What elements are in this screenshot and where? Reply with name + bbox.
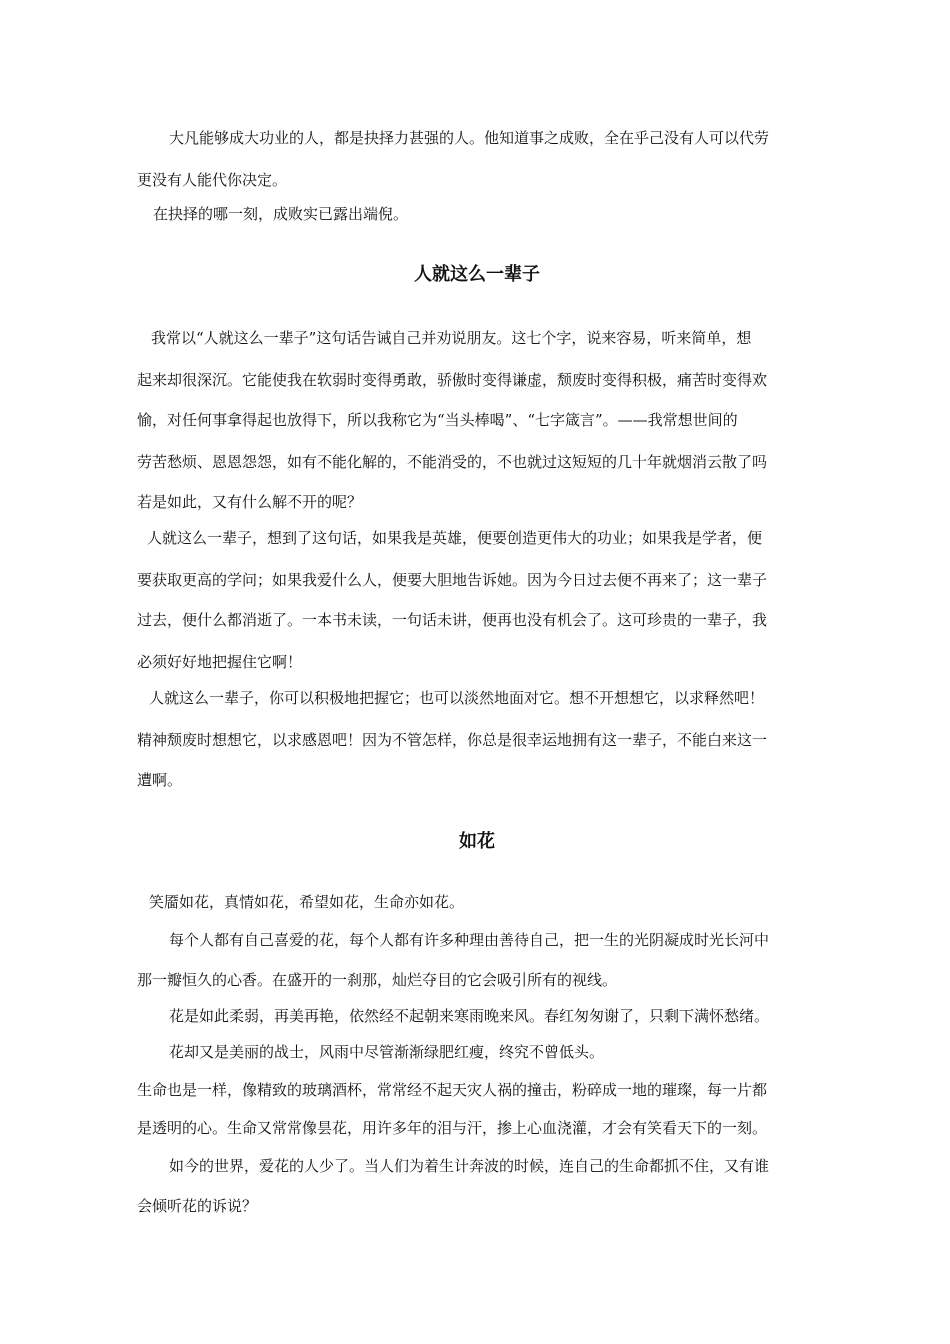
paragraph-line: 过去，便什么都消逝了。一本书未读，一句话未讲，便再也没有机会了。这可珍贵的一辈子，我 (137, 611, 768, 629)
paragraph-line: 精神颓废时想想它，以求感恩吧！因为不管怎样，你总是很幸运地拥有这一辈子，不能白来这一 (137, 731, 768, 749)
paragraph-line: 会倾听花的诉说？ (137, 1197, 258, 1215)
paragraph-line: 人就这么一辈子，你可以积极地把握它；也可以淡然地面对它。想不开想想它，以求释然吧！ (149, 689, 765, 707)
paragraph-line: 是透明的心。生命又常常像昙花，用许多年的泪与汗，掺上心血浇灌，才会有笑看天下的一刻。 (137, 1119, 768, 1137)
paragraph-line: 劳苦愁烦、恩恩怨怨，如有不能化解的，不能消受的，不也就过这短短的几十年就烟消云散了吗 (137, 453, 768, 471)
paragraph-line: 笑靥如花，真情如花，希望如花，生命亦如花。 (149, 893, 465, 911)
paragraph-line: 花是如此柔弱，再美再艳，依然经不起朝来寒雨晚来风。春红匆匆谢了，只剩下满怀愁绪。 (169, 1007, 770, 1025)
paragraph-line: 那一瓣恒久的心香。在盛开的一刹那，灿烂夺目的它会吸引所有的视线。 (137, 971, 618, 989)
section-title: 人就这么一辈子 (414, 264, 540, 285)
paragraph-line: 要获取更高的学问；如果我爱什么人，便要大胆地告诉她。因为今日过去便不再来了；这一辈子 (137, 571, 768, 589)
paragraph-line: 大凡能够成大功业的人，都是抉择力甚强的人。他知道事之成败，全在乎己没有人可以代劳 (169, 129, 770, 147)
paragraph-line: 若是如此，又有什么解不开的呢？ (137, 493, 363, 511)
paragraph-line: 必须好好地把握住它啊！ (137, 653, 303, 671)
paragraph-line: 更没有人能代你决定。 (137, 171, 288, 189)
paragraph-line: 如今的世界，爱花的人少了。当人们为着生计奔波的时候，连自己的生命都抓不住，又有谁 (169, 1157, 770, 1175)
paragraph-line: 花却又是美丽的战士，风雨中尽管渐渐绿肥红瘦，终究不曾低头。 (169, 1043, 605, 1061)
paragraph-line: 愉，对任何事拿得起也放得下，所以我称它为“当头棒喝”、“七字箴言”。——我常想世间的 (137, 411, 738, 429)
section-title: 如花 (459, 831, 495, 852)
paragraph-line: 每个人都有自己喜爱的花，每个人都有许多种理由善待自己，把一生的光阴凝成时光长河中 (169, 931, 770, 949)
paragraph-line: 生命也是一样，像精致的玻璃酒杯，常常经不起天灾人祸的撞击，粉碎成一地的璀璨，每一片都 (137, 1081, 768, 1099)
paragraph-line: 人就这么一辈子，想到了这句话，如果我是英雄，便要创造更伟大的功业；如果我是学者，便 (147, 529, 763, 547)
paragraph-line: 在抉择的哪一刻，成败实已露出端倪。 (153, 205, 409, 223)
paragraph-line: 起来却很深沉。它能使我在软弱时变得勇敢，骄傲时变得谦虚，颓废时变得积极，痛苦时变得欢 (137, 371, 768, 389)
paragraph-line: 遭啊。 (137, 771, 183, 789)
paragraph-line: 我常以“人就这么一辈子”这句话告诫自己并劝说朋友。这七个字，说来容易，听来简单，想 (151, 329, 752, 347)
